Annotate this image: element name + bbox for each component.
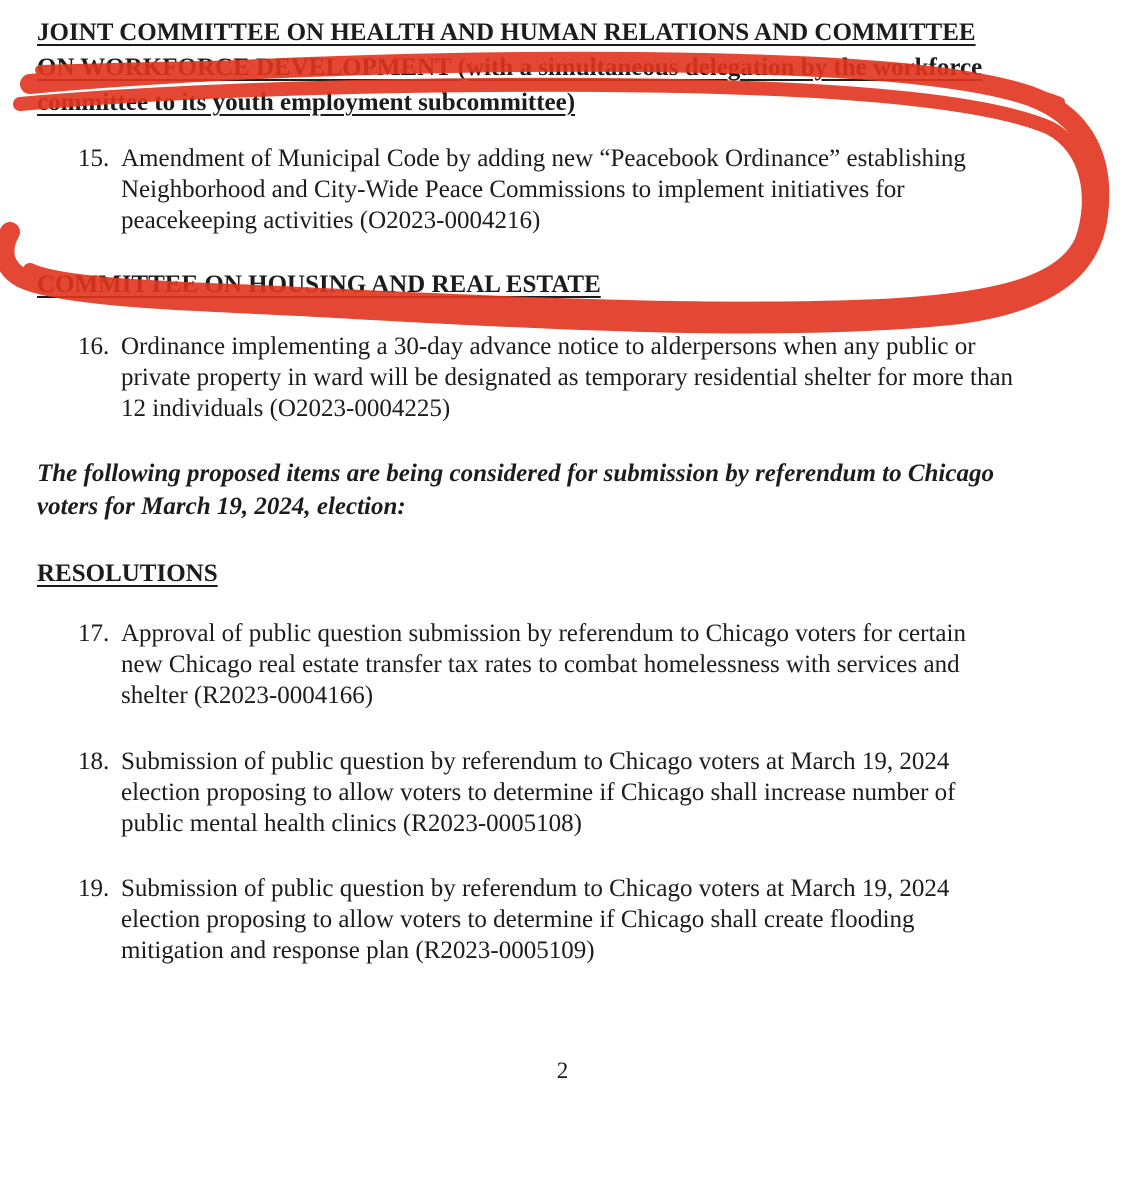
housing-committee-heading: COMMITTEE ON HOUSING AND REAL ESTATE — [37, 271, 601, 298]
item-number: 19. — [78, 875, 110, 902]
resolutions-heading: RESOLUTIONS — [37, 560, 218, 587]
joint-committee-heading-line1: JOINT COMMITTEE ON HEALTH AND HUMAN RELATIONS AND COMMITTEE — [37, 19, 976, 46]
page-number: 2 — [556, 1058, 569, 1083]
item-number: 17. — [78, 620, 110, 647]
item-text: Approval of public question submission by referendum to Chicago voters for certain new Chicago real estate transfer tax rates to combat homelessness with services and shelter (R2023-0004166) — [121, 620, 966, 709]
item-text: Submission of public question by referendum to Chicago voters at March 19, 2024 election proposing to allow voters to determine if Chicago shall increase number of public mental health clinics (R2023-0005108) — [121, 748, 956, 837]
item-text: Amendment of Municipal Code by adding new “Peacebook Ordinance” establishing Neighborhood and City-Wide Peace Commissions to implement initiatives for peacekeeping activities (O2023-0004216) — [121, 145, 966, 234]
item-number: 16. — [78, 333, 110, 360]
joint-committee-heading-line2: ON WORKFORCE DEVELOPMENT (with a simultaneous delegation by the workforce — [37, 54, 983, 81]
item-number: 15. — [78, 145, 110, 172]
item-number: 18. — [78, 748, 110, 775]
item-text: Submission of public question by referendum to Chicago voters at March 19, 2024 election proposing to allow voters to determine if Chicago shall create flooding mitigation and response plan (R2023-0005109) — [121, 875, 950, 964]
item-text: Ordinance implementing a 30-day advance notice to alderpersons when any public or private property in ward will be designated as temporary residential shelter for more than 12 individuals (O2023-0004225) — [121, 333, 1014, 422]
referendum-intro: The following proposed items are being considered for submission by referendum to Chicago voters for March 19, 2024, election: — [37, 460, 994, 520]
joint-committee-heading-line3: committee to its youth employment subcommittee) — [37, 89, 576, 116]
